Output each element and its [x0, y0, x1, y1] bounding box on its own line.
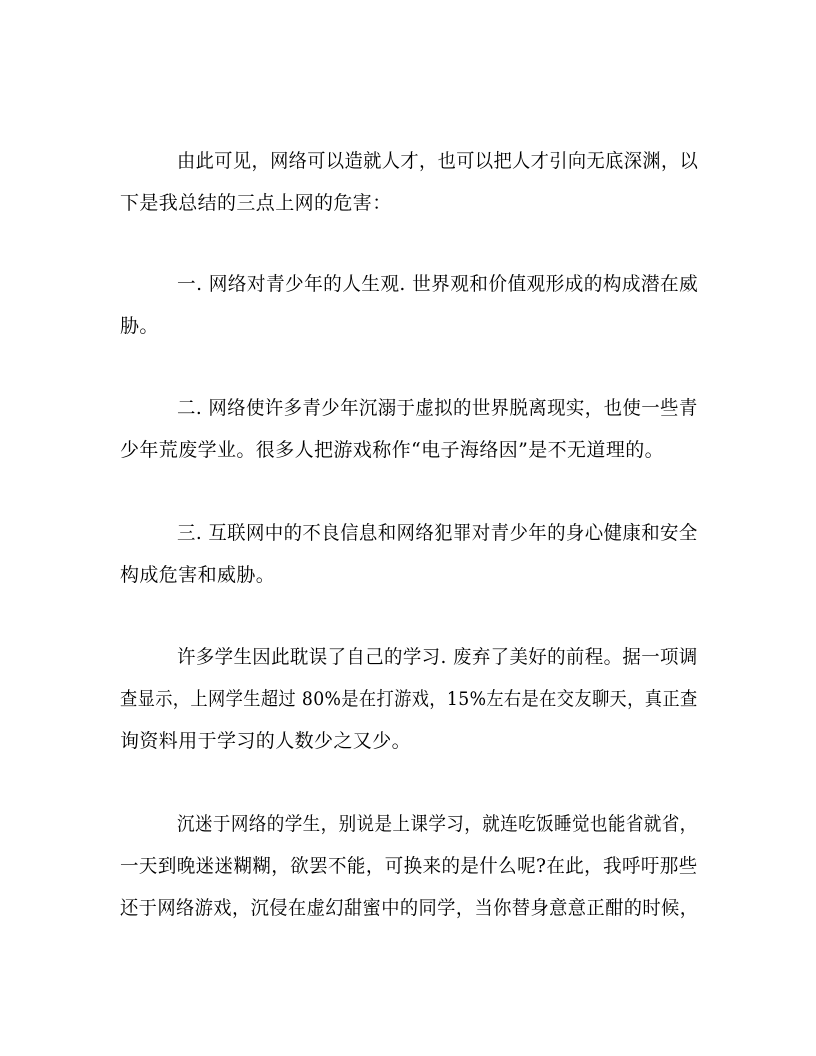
paragraph-5-line-3: 询资料用于学习的人数少之又少。	[120, 730, 412, 752]
paragraph-4-line-1: 三. 互联网中的不良信息和网络犯罪对青少年的身心健康和安全	[177, 522, 698, 544]
paragraph-5-line-1: 许多学生因此耽误了自己的学习. 废弃了美好的前程。据一项调	[177, 646, 698, 668]
paragraph-3-line-1: 二. 网络使许多青少年沉溺于虚拟的世界脱离现实，也使一些青	[177, 397, 698, 419]
paragraph-6-line-2: 一天到晚迷迷糊糊，欲罢不能，可换来的是什么呢?在此，我呼吁那些	[120, 855, 698, 877]
paragraph-5-line-2: 查显示，上网学生超过 80%是在打游戏，15%左右是在交友聊天，真正查	[120, 688, 698, 710]
paragraph-6-line-1: 沉迷于网络的学生，别说是上课学习，就连吃饭睡觉也能省就省，	[177, 813, 698, 835]
paragraph-2-line-1: 一. 网络对青少年的人生观. 世界观和价值观形成的构成潜在威	[177, 273, 699, 295]
paragraph-4-line-2: 构成危害和威胁。	[120, 564, 276, 586]
paragraph-2-line-2: 胁。	[120, 315, 159, 337]
paragraph-6-line-3: 还于网络游戏，沉侵在虚幻甜蜜中的同学，当你替身意意正酣的时候，	[120, 897, 699, 919]
paragraph-1-line-1: 由此可见，网络可以造就人才，也可以把人才引向无底深渊，以	[177, 150, 699, 172]
paragraph-3-line-2: 少年荒废学业。很多人把游戏称作“电子海络因”是不无道理的。	[120, 439, 665, 461]
paragraph-1-line-2: 下是我总结的三点上网的危害：	[120, 192, 392, 214]
